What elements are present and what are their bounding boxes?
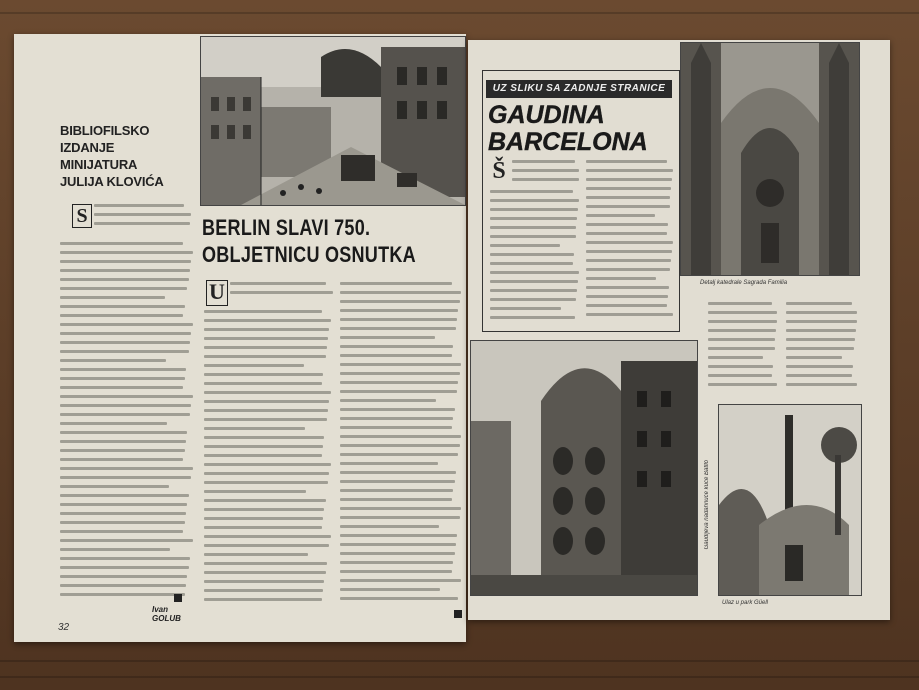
- sidebar-byline: Ivan GOLUB: [152, 605, 181, 623]
- text-line: [786, 302, 852, 305]
- article-column-1: [490, 190, 580, 326]
- text-line: [60, 368, 186, 371]
- text-line: [204, 562, 327, 565]
- text-line: [586, 232, 667, 235]
- text-line: [490, 298, 576, 301]
- text-line: [490, 316, 575, 319]
- article-headline-line: GAUDINA: [488, 101, 605, 129]
- text-line: [340, 282, 452, 285]
- text-line: [60, 350, 189, 353]
- text-line: [204, 400, 329, 403]
- text-line: [204, 598, 322, 601]
- left-page: [14, 34, 466, 642]
- article-column-4: [786, 302, 858, 398]
- text-line: [340, 588, 440, 591]
- text-line: [204, 472, 329, 475]
- text-line: [340, 435, 461, 438]
- photo-caption: Detalj katedrale Sagrada Familia: [700, 280, 788, 286]
- text-line: [708, 374, 772, 377]
- article-column-3: [708, 302, 778, 398]
- article-headline-line: BARCELONA: [488, 128, 648, 156]
- wood-grain: [0, 676, 919, 678]
- sidebar-title-line: MINIJATURA: [60, 157, 138, 172]
- text-line: [586, 259, 671, 262]
- text-line: [586, 214, 655, 217]
- text-line: [60, 413, 190, 416]
- text-line: [586, 295, 668, 298]
- text-line: [340, 507, 461, 510]
- page-number: 32: [58, 622, 70, 633]
- text-line: [586, 277, 656, 280]
- text-line: [60, 503, 187, 506]
- text-line: [490, 262, 573, 265]
- text-line: [586, 286, 669, 289]
- text-line: [60, 458, 183, 461]
- text-line: [60, 377, 185, 380]
- text-line: [60, 395, 193, 398]
- text-line: [60, 431, 187, 434]
- end-mark: [174, 594, 182, 602]
- photo-caption: Ulaz u park Güell: [722, 600, 769, 606]
- text-line: [340, 372, 460, 375]
- text-line: [586, 178, 672, 181]
- text-line: [340, 390, 457, 393]
- text-line: [490, 235, 576, 238]
- text-line: [60, 449, 185, 452]
- text-line: [204, 445, 323, 448]
- text-line: [204, 337, 328, 340]
- text-line: [340, 354, 452, 357]
- text-line: [204, 517, 323, 520]
- text-line: [340, 309, 458, 312]
- sagrada-familia-photo: [680, 42, 860, 276]
- text-line: [340, 453, 458, 456]
- text-line: [340, 534, 457, 537]
- article-column-2: [340, 282, 462, 608]
- text-line: [586, 241, 673, 244]
- text-line: [94, 204, 184, 207]
- wood-grain: [0, 660, 919, 662]
- text-line: [204, 544, 329, 547]
- text-line: [490, 307, 561, 310]
- text-line: [490, 190, 573, 193]
- text-line: [340, 291, 461, 294]
- text-line: [60, 539, 193, 542]
- text-line: [340, 516, 460, 519]
- wood-grain: [0, 12, 919, 14]
- sidebar-text-lead: [94, 204, 192, 238]
- article-headline: [202, 214, 448, 268]
- text-line: [60, 386, 183, 389]
- end-mark: [454, 610, 462, 618]
- berlin-street-photo: [200, 36, 466, 206]
- text-line: [204, 418, 327, 421]
- text-line: [340, 525, 439, 528]
- text-line: [786, 311, 857, 314]
- section-banner: UZ SLIKU SA ZADNJE STRANICE: [486, 80, 672, 98]
- text-line: [60, 260, 191, 263]
- text-line: [786, 320, 857, 323]
- text-line: [340, 552, 455, 555]
- text-line: [340, 462, 438, 465]
- text-line: [586, 196, 670, 199]
- text-line: [60, 440, 186, 443]
- park-guell-photo: [718, 404, 862, 596]
- text-line: [340, 561, 453, 564]
- text-line: [60, 422, 167, 425]
- article-dropcap: U: [206, 280, 228, 306]
- text-line: [204, 310, 322, 313]
- sidebar-column: [20, 40, 192, 623]
- text-line: [340, 579, 461, 582]
- sidebar-title-line: BIBLIOFILSKO: [60, 123, 150, 138]
- text-line: [708, 320, 777, 323]
- text-line: [708, 383, 777, 386]
- text-line: [204, 535, 331, 538]
- text-line: [60, 521, 185, 524]
- text-line: [60, 296, 165, 299]
- text-line: [60, 584, 186, 587]
- sidebar-text-body: [60, 242, 194, 602]
- text-line: [204, 346, 327, 349]
- text-line: [60, 305, 185, 308]
- text-line: [340, 336, 435, 339]
- text-line: [586, 304, 667, 307]
- text-line: [708, 302, 772, 305]
- text-line: [786, 329, 856, 332]
- text-line: [340, 471, 456, 474]
- text-line: [490, 226, 576, 229]
- text-line: [204, 409, 328, 412]
- text-line: [586, 205, 670, 208]
- sidebar-title-line: JULIJA KLOVIĆA: [60, 174, 164, 189]
- text-line: [204, 490, 306, 493]
- sidebar-dropcap: S: [72, 204, 92, 228]
- text-line: [60, 494, 189, 497]
- text-line: [94, 213, 191, 216]
- text-line: [340, 480, 455, 483]
- text-line: [340, 417, 453, 420]
- text-line: [60, 476, 191, 479]
- text-line: [204, 553, 308, 556]
- text-line: [60, 341, 190, 344]
- text-line: [204, 526, 322, 529]
- text-line: [204, 355, 326, 358]
- text-line: [60, 530, 183, 533]
- text-line: [340, 426, 452, 429]
- text-line: [340, 543, 456, 546]
- text-line: [586, 268, 670, 271]
- text-line: [60, 242, 183, 245]
- text-line: [490, 217, 577, 220]
- text-line: [204, 427, 305, 430]
- text-line: [490, 244, 560, 247]
- text-line: [60, 269, 190, 272]
- text-line: [586, 187, 671, 190]
- text-line: [204, 499, 326, 502]
- text-line: [786, 338, 855, 341]
- text-line: [490, 280, 578, 283]
- text-line: [586, 160, 667, 163]
- text-line: [204, 571, 326, 574]
- article-column-1-lead: [230, 282, 334, 308]
- text-line: [490, 289, 577, 292]
- text-line: [340, 597, 458, 600]
- text-line: [60, 593, 185, 596]
- text-line: [490, 208, 578, 211]
- text-line: [60, 359, 166, 362]
- text-line: [204, 436, 324, 439]
- text-line: [340, 363, 461, 366]
- article-dropcap: Š: [492, 158, 506, 184]
- text-line: [490, 199, 579, 202]
- text-line: [708, 356, 763, 359]
- text-line: [60, 404, 191, 407]
- text-line: [340, 318, 457, 321]
- text-line: [340, 408, 455, 411]
- text-line: [60, 251, 193, 254]
- text-line: [60, 512, 186, 515]
- text-line: [512, 178, 579, 181]
- text-line: [60, 278, 189, 281]
- right-page: [468, 40, 890, 620]
- text-line: [204, 373, 323, 376]
- casa-batllo-photo: [470, 340, 698, 596]
- sidebar-title: [60, 122, 190, 190]
- text-line: [60, 332, 191, 335]
- text-line: [60, 314, 183, 317]
- text-line: [60, 467, 193, 470]
- text-line: [586, 313, 673, 316]
- text-line: [786, 347, 854, 350]
- text-line: [204, 463, 331, 466]
- text-line: [204, 328, 329, 331]
- text-line: [60, 575, 187, 578]
- article-column-1-lead: [512, 160, 580, 188]
- text-line: [204, 589, 323, 592]
- text-line: [60, 557, 190, 560]
- text-line: [204, 481, 328, 484]
- text-line: [708, 329, 776, 332]
- text-line: [204, 508, 324, 511]
- text-line: [230, 282, 326, 285]
- text-line: [512, 160, 575, 163]
- text-line: [340, 489, 453, 492]
- text-line: [586, 223, 668, 226]
- text-line: [204, 580, 324, 583]
- text-line: [586, 250, 672, 253]
- text-line: [340, 300, 460, 303]
- article-headline: [488, 102, 678, 156]
- text-line: [60, 287, 187, 290]
- sidebar-title-line: IZDANJE: [60, 140, 115, 155]
- article-headline-line: BERLIN SLAVI 750.: [202, 215, 371, 240]
- text-line: [204, 364, 304, 367]
- text-line: [708, 365, 773, 368]
- text-line: [60, 485, 169, 488]
- text-line: [340, 327, 456, 330]
- text-line: [94, 222, 190, 225]
- text-line: [60, 323, 193, 326]
- text-line: [786, 383, 857, 386]
- text-line: [786, 374, 852, 377]
- text-line: [708, 338, 775, 341]
- text-line: [586, 169, 673, 172]
- article-column-2: [586, 160, 674, 326]
- text-line: [204, 454, 322, 457]
- text-line: [204, 319, 331, 322]
- text-line: [490, 253, 574, 256]
- text-line: [340, 498, 452, 501]
- article-column-1: [204, 310, 332, 610]
- text-line: [204, 391, 331, 394]
- text-line: [708, 347, 775, 350]
- text-line: [340, 444, 460, 447]
- text-line: [60, 548, 170, 551]
- text-line: [708, 311, 777, 314]
- text-line: [60, 566, 189, 569]
- text-line: [340, 570, 452, 573]
- text-line: [490, 271, 579, 274]
- text-line: [786, 365, 853, 368]
- article-headline-line: OBLJETNICU OSNUTKA: [202, 242, 416, 267]
- text-line: [230, 291, 333, 294]
- text-line: [512, 169, 579, 172]
- text-line: [340, 399, 436, 402]
- text-line: [340, 381, 458, 384]
- photo-caption: Gaudijeva nadahnuće kuće Batlló: [704, 460, 710, 550]
- text-line: [340, 345, 453, 348]
- text-line: [786, 356, 842, 359]
- text-line: [204, 382, 322, 385]
